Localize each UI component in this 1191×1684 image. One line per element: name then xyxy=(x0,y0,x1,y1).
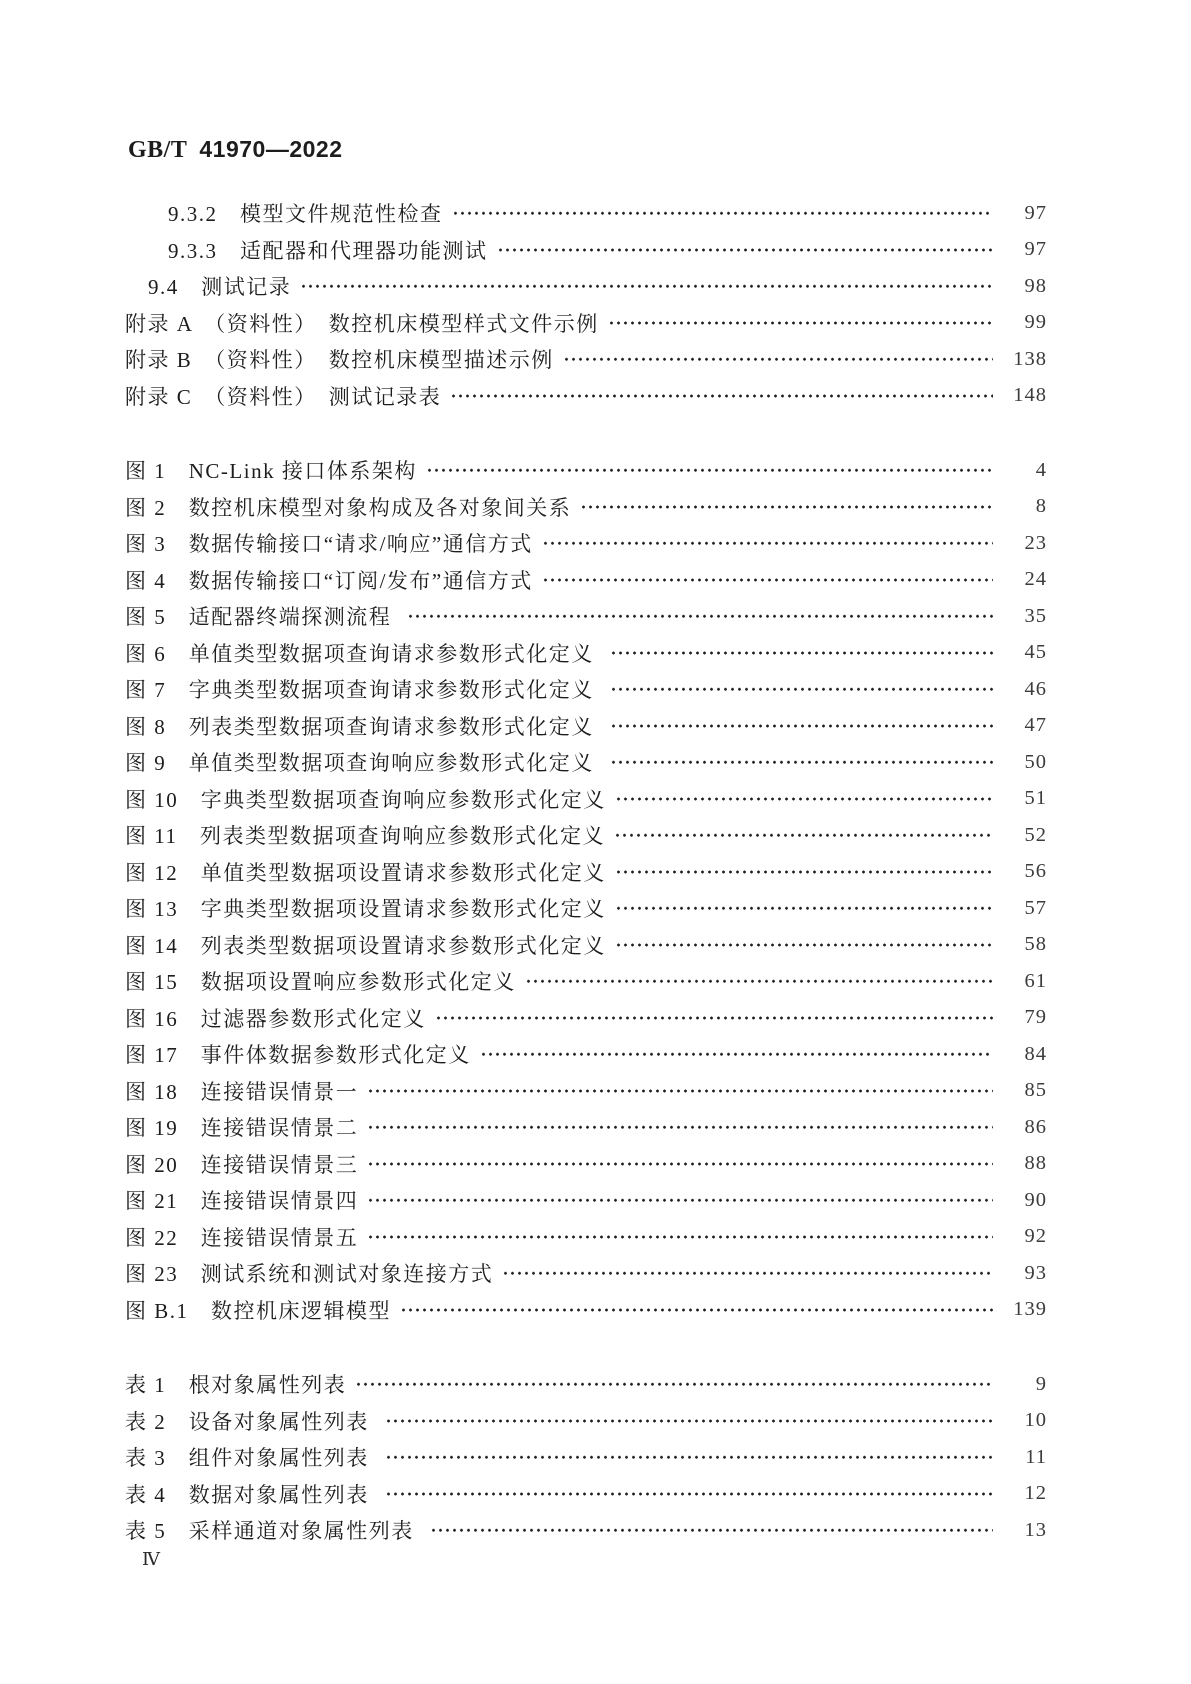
toc-entry-page: 13 xyxy=(1024,1518,1047,1541)
toc-entry[interactable] xyxy=(125,195,1047,232)
toc-entry-label: 图 21 连接错误情景四 xyxy=(125,1189,359,1214)
toc-entry-label: 9.4 测试记录 xyxy=(148,275,292,300)
toc-entry-page: 98 xyxy=(1024,274,1047,297)
toc-entry-label: 表 3 组件对象属性列表 xyxy=(125,1446,376,1471)
toc-entry[interactable] xyxy=(125,927,1047,964)
toc-entry-page: 97 xyxy=(1024,238,1047,261)
toc-entry[interactable] xyxy=(125,854,1047,891)
toc-entry[interactable] xyxy=(125,1182,1047,1219)
dotted-leader xyxy=(450,378,993,415)
toc-entry-page: 84 xyxy=(1024,1042,1047,1065)
dotted-leader xyxy=(615,890,993,927)
toc-entry-page: 93 xyxy=(1024,1261,1047,1284)
dotted-leader xyxy=(385,1439,994,1476)
document-number-prefix: GB/T xyxy=(128,137,188,163)
toc-entry[interactable] xyxy=(125,1255,1047,1292)
dotted-leader xyxy=(400,1292,993,1329)
toc-entry[interactable] xyxy=(125,890,1047,927)
toc-entry[interactable] xyxy=(125,341,1047,378)
document-number xyxy=(128,136,342,164)
toc-entry-label: 图 5 适配器终端探测流程 xyxy=(125,605,398,630)
dotted-leader xyxy=(367,1146,993,1183)
toc-entry[interactable] xyxy=(125,1109,1047,1146)
toc-entry-page: 139 xyxy=(1013,1298,1047,1321)
toc-entry-label: 图 11 列表类型数据项查询响应参数形式化定义 xyxy=(125,824,605,849)
dotted-leader xyxy=(542,525,993,562)
toc-entry[interactable] xyxy=(125,1146,1047,1183)
toc-entry-label: 图 16 过滤器参数形式化定义 xyxy=(125,1006,426,1031)
toc-entry-label: 图 B.1 数控机床逻辑模型 xyxy=(125,1298,392,1323)
dotted-leader xyxy=(610,744,994,781)
toc-entry-page: 86 xyxy=(1024,1115,1047,1138)
toc-entry-label: 图 20 连接错误情景三 xyxy=(125,1152,359,1177)
toc-entry-label: 图 6 单值类型数据项查询请求参数形式化定义 xyxy=(125,641,601,666)
dotted-leader xyxy=(430,1512,994,1549)
dotted-leader xyxy=(407,598,993,635)
toc-entry-page: 92 xyxy=(1024,1225,1047,1248)
toc-entry-label: 图 15 数据项设置响应参数形式化定义 xyxy=(125,970,516,995)
toc-entry[interactable] xyxy=(125,635,1047,672)
toc-entry-label: 图 10 字典类型数据项查询响应参数形式化定义 xyxy=(125,787,606,812)
dotted-leader xyxy=(452,195,994,232)
dotted-leader xyxy=(367,1182,993,1219)
toc-entry-label: 附录 B （资料性） 数控机床模型描述示例 xyxy=(125,348,554,373)
dotted-leader xyxy=(610,708,994,745)
dotted-leader xyxy=(385,1403,994,1440)
toc-entry[interactable] xyxy=(125,598,1047,635)
toc-entry[interactable] xyxy=(125,1036,1047,1073)
toc-entry[interactable] xyxy=(125,378,1047,415)
toc-entry-label: 表 5 采样通道对象属性列表 xyxy=(125,1519,421,1544)
dotted-leader xyxy=(615,927,993,964)
toc-entry-label: 图 8 列表类型数据项查询请求参数形式化定义 xyxy=(125,714,601,739)
page-number-footer: Ⅳ xyxy=(142,1549,160,1569)
toc-section-chapters-and-annexes xyxy=(125,195,1047,414)
toc-entry-page: 51 xyxy=(1024,787,1047,810)
toc-entry[interactable] xyxy=(125,781,1047,818)
dotted-leader xyxy=(480,1036,993,1073)
toc-entry-label: 附录 C （资料性） 测试记录表 xyxy=(125,384,442,409)
toc-entry-label: 图 18 连接错误情景一 xyxy=(125,1079,359,1104)
toc-entry[interactable] xyxy=(125,232,1047,269)
dotted-leader xyxy=(300,268,993,305)
toc-entry-label: 表 2 设备对象属性列表 xyxy=(125,1409,376,1434)
dotted-leader xyxy=(615,854,993,891)
toc-entry-page: 4 xyxy=(1035,458,1047,481)
toc-entry-label: 图 2 数控机床模型对象构成及各对象间关系 xyxy=(125,495,572,520)
toc-entry-page: 52 xyxy=(1024,823,1047,846)
toc-entry-page: 47 xyxy=(1024,714,1047,737)
toc-entry[interactable] xyxy=(125,268,1047,305)
dotted-leader xyxy=(580,489,993,526)
dotted-leader xyxy=(435,1000,993,1037)
dotted-leader xyxy=(610,671,994,708)
table-of-contents xyxy=(125,195,1047,1549)
toc-entry-page: 138 xyxy=(1013,347,1047,370)
toc-entry[interactable] xyxy=(125,1403,1047,1440)
dotted-leader xyxy=(525,963,993,1000)
toc-entry[interactable] xyxy=(125,1219,1047,1256)
toc-entry-page: 50 xyxy=(1024,750,1047,773)
dotted-leader xyxy=(608,305,993,342)
toc-entry-page: 9 xyxy=(1035,1372,1047,1395)
toc-entry[interactable] xyxy=(125,1000,1047,1037)
toc-entry-label: 图 12 单值类型数据项设置请求参数形式化定义 xyxy=(125,860,606,885)
toc-entry-page: 12 xyxy=(1024,1482,1047,1505)
toc-entry-label: 图 1 NC-Link 接口体系架构 xyxy=(125,459,417,484)
toc-entry-label: 表 1 根对象属性列表 xyxy=(125,1373,347,1398)
toc-entry[interactable] xyxy=(125,671,1047,708)
toc-entry-label: 图 4 数据传输接口“订阅/发布”通信方式 xyxy=(125,568,533,593)
toc-entry-label: 图 13 字典类型数据项设置请求参数形式化定义 xyxy=(125,897,606,922)
toc-entry-page: 79 xyxy=(1024,1006,1047,1029)
toc-entry-page: 57 xyxy=(1024,896,1047,919)
dotted-leader xyxy=(367,1073,993,1110)
toc-entry-page: 11 xyxy=(1025,1445,1047,1468)
toc-entry[interactable] xyxy=(125,1073,1047,1110)
toc-entry[interactable] xyxy=(125,452,1047,489)
dotted-leader xyxy=(497,232,994,269)
toc-entry-page: 85 xyxy=(1024,1079,1047,1102)
toc-entry[interactable] xyxy=(125,305,1047,342)
dotted-leader xyxy=(426,452,993,489)
dotted-leader xyxy=(367,1109,993,1146)
toc-entry-page: 45 xyxy=(1024,641,1047,664)
dotted-leader xyxy=(615,781,993,818)
dotted-leader xyxy=(367,1219,993,1256)
toc-entry-page: 10 xyxy=(1024,1409,1047,1432)
toc-entry-page: 24 xyxy=(1024,568,1047,591)
toc-entry-page: 46 xyxy=(1024,677,1047,700)
toc-entry[interactable] xyxy=(125,562,1047,599)
toc-entry-label: 表 4 数据对象属性列表 xyxy=(125,1482,376,1507)
dotted-leader xyxy=(502,1255,993,1292)
dotted-leader xyxy=(614,817,993,854)
toc-entry[interactable] xyxy=(125,817,1047,854)
toc-entry-page: 35 xyxy=(1024,604,1047,627)
toc-entry-page: 97 xyxy=(1024,201,1047,224)
toc-entry-page: 148 xyxy=(1013,384,1047,407)
toc-entry-label: 图 14 列表类型数据项设置请求参数形式化定义 xyxy=(125,933,606,958)
toc-entry[interactable] xyxy=(125,1292,1047,1329)
toc-entry-label: 附录 A （资料性） 数控机床模型样式文件示例 xyxy=(125,311,599,336)
toc-entry[interactable] xyxy=(125,963,1047,1000)
toc-entry-page: 90 xyxy=(1024,1188,1047,1211)
dotted-leader xyxy=(542,562,993,599)
toc-section-figures xyxy=(125,452,1047,1328)
toc-entry-label: 图 3 数据传输接口“请求/响应”通信方式 xyxy=(125,532,533,557)
toc-entry-page: 88 xyxy=(1024,1152,1047,1175)
toc-entry[interactable] xyxy=(125,1366,1047,1403)
toc-entry-label: 图 22 连接错误情景五 xyxy=(125,1225,359,1250)
toc-entry[interactable] xyxy=(125,525,1047,562)
dotted-leader xyxy=(563,341,993,378)
toc-entry-label: 图 7 字典类型数据项查询请求参数形式化定义 xyxy=(125,678,601,703)
toc-entry[interactable] xyxy=(125,744,1047,781)
toc-entry[interactable] xyxy=(125,1512,1047,1549)
toc-entry-page: 23 xyxy=(1024,531,1047,554)
dotted-leader xyxy=(610,635,994,672)
toc-section-tables xyxy=(125,1366,1047,1549)
toc-entry-page: 8 xyxy=(1035,495,1047,518)
toc-entry-label: 9.3.2 模型文件规范性检查 xyxy=(168,202,443,227)
dotted-leader xyxy=(355,1366,993,1403)
document-number-code: 41970—2022 xyxy=(199,136,343,162)
toc-entry[interactable] xyxy=(125,489,1047,526)
toc-entry-label: 9.3.3 适配器和代理器功能测试 xyxy=(168,238,488,263)
toc-entry[interactable] xyxy=(125,1476,1047,1513)
toc-entry[interactable] xyxy=(125,1439,1047,1476)
toc-entry-page: 56 xyxy=(1024,860,1047,883)
toc-entry-page: 58 xyxy=(1024,933,1047,956)
toc-entry[interactable] xyxy=(125,708,1047,745)
toc-entry-page: 61 xyxy=(1024,969,1047,992)
toc-entry-label: 图 9 单值类型数据项查询响应参数形式化定义 xyxy=(125,751,601,776)
toc-entry-page: 99 xyxy=(1024,311,1047,334)
dotted-leader xyxy=(385,1476,994,1513)
toc-entry-label: 图 17 事件体数据参数形式化定义 xyxy=(125,1043,471,1068)
toc-entry-label: 图 19 连接错误情景二 xyxy=(125,1116,359,1141)
toc-entry-label: 图 23 测试系统和测试对象连接方式 xyxy=(125,1262,494,1287)
